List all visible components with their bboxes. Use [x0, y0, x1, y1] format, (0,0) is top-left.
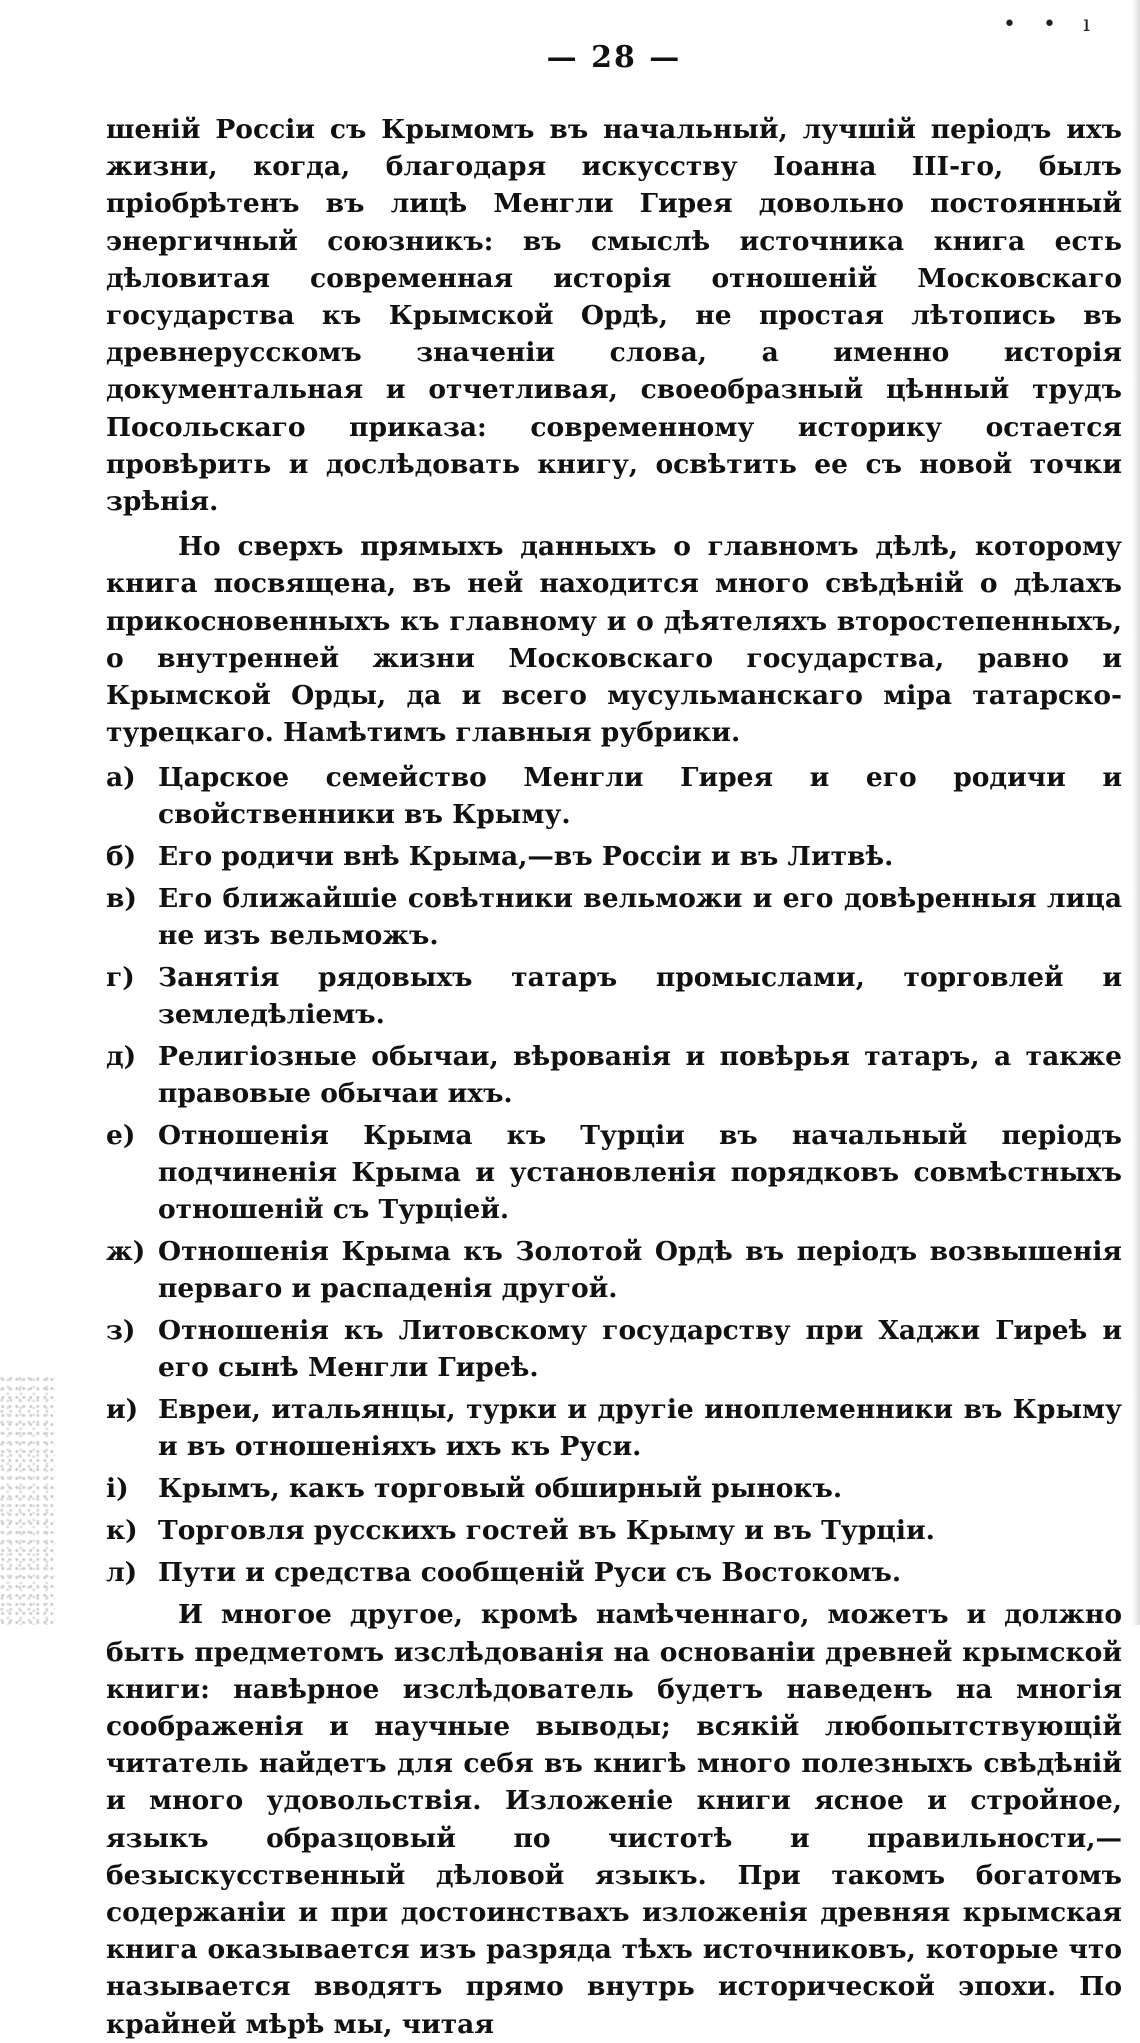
- list-marker: а): [106, 762, 136, 794]
- list-marker: г): [106, 962, 135, 994]
- list-item: [106, 1117, 1122, 1228]
- list-item: [106, 1554, 1122, 1591]
- list-marker: в): [106, 883, 137, 915]
- list-marker: і): [106, 1473, 129, 1505]
- list-text: Царское семейство Менгли Гирея и его родичи и свойственники въ Крыму.: [158, 762, 1122, 831]
- list-marker: д): [106, 1041, 137, 1073]
- list-item: [106, 1312, 1122, 1386]
- list-text: Отношенія Крыма къ Золотой Ордѣ въ періодъ возвышенія перваго и распаденія другой.: [158, 1236, 1122, 1305]
- edge-marks: • • ı: [1003, 12, 1100, 37]
- list-text: Евреи, итальянцы, турки и другіе иноплеменники въ Крыму и въ отношеніяхъ ихъ къ Руси.: [158, 1394, 1122, 1463]
- list-item: [106, 1233, 1122, 1307]
- list-text: Отношенія Крыма къ Турціи въ начальный періодъ подчиненія Крыма и установленія порядковъ совмѣстныхъ отношеній съ Турціей.: [158, 1120, 1122, 1226]
- list-text: Пути и средства сообщеній Руси съ Востокомъ.: [158, 1557, 902, 1589]
- paragraph-2: Но сверхъ прямыхъ данныхъ о главномъ дѣлѣ, которому книга посвящена, въ ней находится много свѣдѣній о дѣлахъ прикосновенныхъ къ главному и о дѣятеляхъ второстепенныхъ, о внутренней жизни Московскаго государства, равно и Крымской Орды, да и всего мусульманскаго міра татарско-турецкаго. Намѣтимъ главныя рубрики.: [106, 531, 1122, 749]
- list-marker: и): [106, 1394, 139, 1426]
- list-item: [106, 1038, 1122, 1112]
- list-item: [106, 1391, 1122, 1465]
- list-item: [106, 1470, 1122, 1507]
- list-text: Отношенія къ Литовскому государству при Хаджи Гиреѣ и его сынѣ Менгли Гиреѣ.: [158, 1315, 1122, 1384]
- paragraph-closing: И многое другое, кромѣ намѣченнаго, можетъ и должно быть предметомъ изслѣдованія на основаніи древней крымской книги: навѣрное изслѣдователь будетъ наведенъ на многія соображенія и научные выводы; всякій любопытствующій читатель найдетъ для себя въ книгѣ много полезныхъ свѣдѣній и много удовольствія. Изложеніе книги ясное и стройное, языкъ образцовый по чистотѣ и правильности,—безыскусственный дѣловой языкъ. При такомъ богатомъ содержаніи и при достоинствахъ изложенія древняя крымская книга оказывается изъ разряда тѣхъ источниковъ, которые что называется вводятъ прямо внутрь исторической эпохи. По крайней мѣрѣ мы, читая: [106, 1599, 1122, 2040]
- list-marker: к): [106, 1515, 138, 1547]
- page-edge-shadow: [1132, 0, 1140, 1625]
- list-marker: б): [106, 841, 137, 873]
- list-text: Его родичи внѣ Крыма,—въ Россіи и въ Литвѣ.: [158, 841, 894, 873]
- list-marker: л): [106, 1557, 138, 1589]
- list-text: Торговля русскихъ гостей въ Крыму и въ Турціи.: [158, 1515, 935, 1547]
- list-item: [106, 838, 1122, 875]
- scan-noise: [0, 1375, 55, 1625]
- list-item: [106, 959, 1122, 1033]
- list-marker: е): [106, 1120, 136, 1152]
- list-item: [106, 880, 1122, 954]
- list-text: Занятія рядовыхъ татаръ промыслами, торговлей и земледѣліемъ.: [158, 962, 1122, 1031]
- list-item: [106, 1512, 1122, 1549]
- rubrics-list: [106, 759, 1122, 1591]
- list-text: Религіозные обычаи, вѣрованія и повѣрья татаръ, а также правовые обычаи ихъ.: [158, 1041, 1122, 1110]
- list-text: Крымъ, какъ торговый обширный рынокъ.: [158, 1473, 843, 1505]
- paragraph-1: шеній Россіи съ Крымомъ въ начальный, лучшій періодъ ихъ жизни, когда, благодаря искусству Іоанна III-го, былъ пріобрѣтенъ въ лицѣ Менгли Гирея довольно постоянный энергичный союзникъ: въ смыслѣ источника книга есть дѣловитая современная исторія отношеній Московскаго государства къ Крымской Ордѣ, не простая лѣтопись въ древнерусскомъ значеніи слова, а именно исторія документальная и отчетливая, своеобразный цѣнный трудъ Посольскаго приказа: современному историку остается провѣрить и дослѣдовать книгу, освѣтить ее съ новой точки зрѣнія.: [106, 114, 1122, 518]
- list-item: [106, 759, 1122, 833]
- list-marker: з): [106, 1315, 136, 1347]
- list-text: Его ближайшіе совѣтники вельможи и его довѣренныя лица не изъ вельможъ.: [158, 883, 1122, 952]
- list-marker: ж): [106, 1236, 146, 1268]
- page-number: — 28 —: [546, 40, 682, 75]
